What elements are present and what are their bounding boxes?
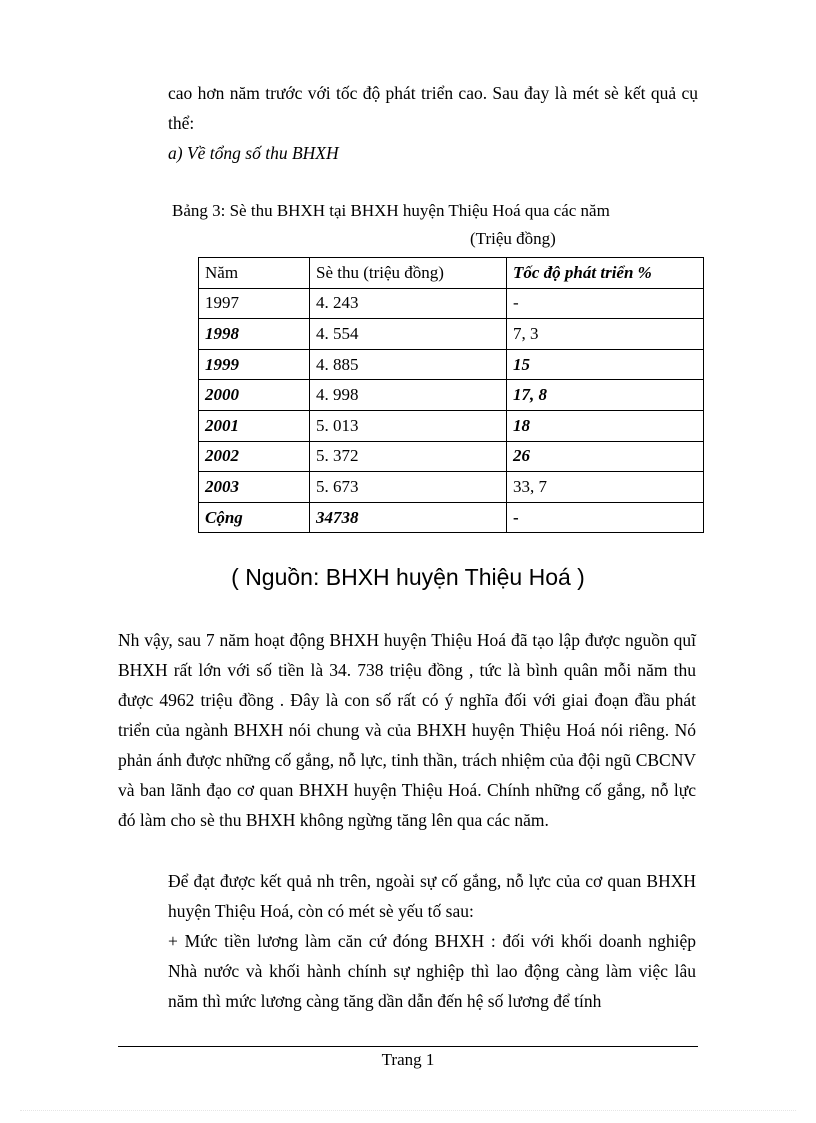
table-row xyxy=(199,410,704,441)
table-unit: (Triệu đồng) xyxy=(470,229,556,248)
revenue-cell: 4. 998 xyxy=(310,380,507,411)
table-header-row xyxy=(199,258,704,289)
revenue-cell: 4. 554 xyxy=(310,319,507,350)
table-row xyxy=(199,380,704,411)
year-cell: 2003 xyxy=(199,472,310,503)
intro-paragraph: cao hơn năm trước với tốc độ phát triển cao. Sau đay là mét sè kết quả cụ thể: xyxy=(168,83,698,133)
year-cell: 1998 xyxy=(199,319,310,350)
year-cell: 2000 xyxy=(199,380,310,411)
section-subheading: a) Về tổng số thu BHXH xyxy=(168,143,339,163)
source-note: ( Nguồn: BHXH huyện Thiệu Hoá ) xyxy=(231,564,585,590)
growth-cell: 33, 7 xyxy=(507,472,704,503)
revenue-cell: 5. 372 xyxy=(310,441,507,472)
body-paragraph-2: Để đạt được kết quả nh trên, ngoài sự cố gắng, nỗ lực của cơ quan BHXH huyện Thiệu Hoá, còn có mét sè yếu tố sau: xyxy=(168,871,696,921)
growth-cell: 7, 3 xyxy=(507,319,704,350)
table-row xyxy=(199,472,704,503)
revenue-cell: 4. 243 xyxy=(310,288,507,319)
table-caption: Bảng 3: Sè thu BHXH tại BHXH huyện Thiệu Hoá qua các năm xyxy=(172,201,610,220)
year-cell: 2002 xyxy=(199,441,310,472)
body-paragraph-1: Nh vậy, sau 7 năm hoạt động BHXH huyện Thiệu Hoá đã tạo lập được nguồn quĩ BHXH rất lớn với số tiền là 34. 738 triệu đồng , tức là bình quân mỗi năm thu được 4962 triệu đồng . Đây là con số rất có ý nghĩa đối với giai đoạn đầu phát triển của ngành BHXH nói chung và của BHXH huyện Thiệu Hoá nói riêng. Nó phản ánh được những cố gắng, nỗ lực, tinh thần, trách nhiệm của đội ngũ CBCNV và ban lãnh đạo cơ quan BHXH huyện Thiệu Hoá. Chính những cố gắng, nỗ lực đó làm cho sè thu BHXH không ngừng tăng lên qua các năm. xyxy=(118,630,696,830)
body-paragraph-3: + Mức tiền lương làm căn cứ đóng BHXH : đối với khối doanh nghiệp Nhà nước và khối hành chính sự nghiệp thì lao động càng làm việc lâu năm thì mức lương càng tăng dần dẫn đến hệ số lương để tính xyxy=(168,931,696,1011)
table-row xyxy=(199,319,704,350)
growth-cell: 18 xyxy=(507,410,704,441)
growth-cell: 15 xyxy=(507,349,704,380)
growth-cell: 17, 8 xyxy=(507,380,704,411)
revenue-table xyxy=(198,257,704,533)
table-row xyxy=(199,441,704,472)
year-cell: 1999 xyxy=(199,349,310,380)
year-cell: 2001 xyxy=(199,410,310,441)
revenue-cell: 5. 673 xyxy=(310,472,507,503)
table-total-row xyxy=(199,502,704,533)
total-growth: - xyxy=(507,502,704,533)
growth-cell: - xyxy=(507,288,704,319)
page-bottom-edge xyxy=(20,1110,796,1111)
revenue-cell: 5. 013 xyxy=(310,410,507,441)
total-label: Cộng xyxy=(199,502,310,533)
total-revenue: 34738 xyxy=(310,502,507,533)
revenue-cell: 4. 885 xyxy=(310,349,507,380)
header-growth: Tốc độ phát triển % xyxy=(507,258,704,289)
table-row xyxy=(199,349,704,380)
year-cell: 1997 xyxy=(199,288,310,319)
footer-divider xyxy=(118,1046,698,1047)
table-row xyxy=(199,288,704,319)
header-revenue: Sè thu (triệu đồng) xyxy=(310,258,507,289)
header-year: Năm xyxy=(199,258,310,289)
page-number: Trang 1 xyxy=(381,1050,435,1069)
growth-cell: 26 xyxy=(507,441,704,472)
